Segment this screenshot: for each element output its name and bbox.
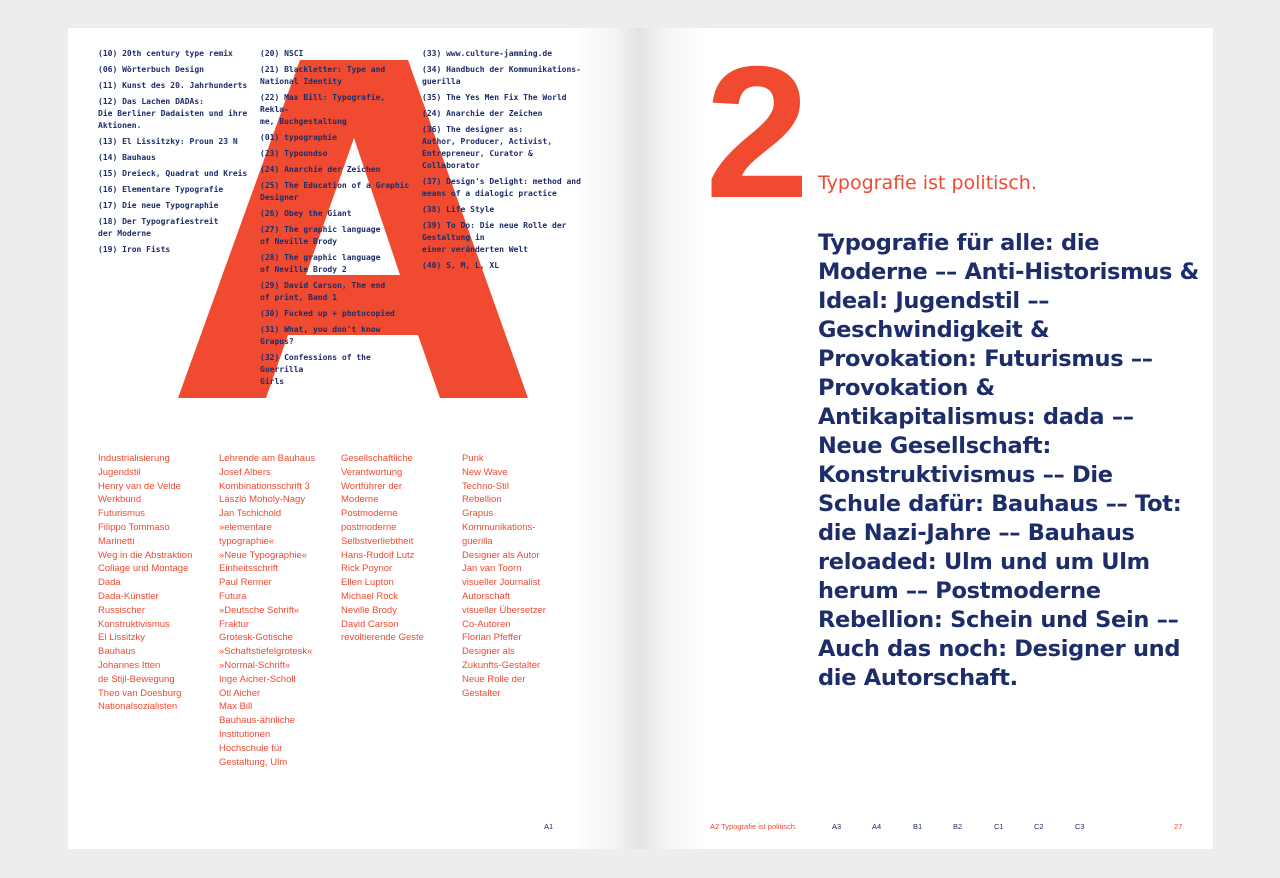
mono-column-2 [260, 48, 415, 392]
topic-item: Jan Tschichold [219, 508, 282, 520]
topic-item: Hans-Rudolf Lutz [341, 549, 415, 561]
topic-item: Punk [462, 453, 484, 464]
topic-item: Lehrende am Bauhaus [219, 453, 316, 464]
topic-item: László Moholy-Nagy [219, 494, 306, 506]
topic-item: Otl Aicher [219, 687, 261, 699]
topic-item: Futurismus [98, 508, 145, 520]
footer-nav-c2[interactable]: C2 [1034, 822, 1044, 831]
footer-nav-a3[interactable]: A3 [832, 822, 842, 831]
topic-item: Wortführer der Moderne [341, 480, 403, 506]
reference-item: (21) Blackletter: Type and National Identity [260, 65, 386, 86]
reference-item: (25) The Education of a Graphic Designer [260, 181, 410, 202]
reference-item: (26) Obey the Giant [260, 209, 352, 218]
chapter-number: 2 [705, 27, 804, 237]
topic-item: Rick Poynor [341, 563, 393, 575]
topic-item: visueller Übersetzer [462, 604, 546, 616]
topic-item: Henry van de Velde [98, 480, 181, 492]
topic-item: Autorschaft [462, 590, 511, 602]
topic-item: Grapus [462, 508, 494, 520]
topic-item: Max Bill [219, 701, 253, 713]
reference-item: (19) Iron Fists [98, 245, 171, 254]
topic-column-1 [98, 452, 216, 714]
reference-item: (27) The graphic language of Neville Brody [260, 225, 381, 246]
reference-item: (23) Typoundso [260, 149, 328, 158]
reference-item: (18) Der Typografiestreit der Moderne [98, 217, 219, 238]
topic-item: Neville Brody [341, 604, 397, 616]
reference-item: (24) Anarchie der Zeichen [422, 109, 543, 118]
topic-item: Russischer Konstruktivismus [98, 604, 170, 630]
mono-column-3 [422, 48, 582, 276]
topic-item: New Wave [462, 466, 508, 478]
topic-item: Industrialisierung [98, 453, 170, 464]
reference-item: (32) Confessions of the Guerrilla Girls [260, 353, 371, 386]
topic-item: Theo van Doesburg [98, 687, 182, 699]
reference-item: (16) Elementare Typografie [98, 185, 224, 194]
reference-item: (39) To Do: Die neue Rolle der Gestaltung in einer veränderten Welt [422, 221, 567, 254]
topic-column-4 [462, 452, 580, 700]
topic-item: Grotesk-Gotische [219, 632, 293, 644]
topic-item: Neue Rolle der Gestalter [462, 673, 526, 699]
reference-item: (01) typographie [260, 133, 338, 142]
topic-item: Fraktur [219, 618, 250, 630]
topic-item: Michael Rock [341, 590, 399, 602]
topic-item: »elementare typographie« [219, 521, 274, 547]
reference-item: (29) David Carson, The end of print, Band 1 [260, 281, 386, 302]
topic-item: postmoderne Selbstverliebtheit [341, 521, 414, 547]
topic-item: Weg in die Abstraktion [98, 549, 193, 561]
topic-item: Werkbund [98, 494, 142, 506]
reference-item: (20) NSCI [260, 49, 304, 58]
reference-item: (24) Anarchie der Zeichen [260, 165, 381, 174]
topic-item: Postmoderne [341, 508, 398, 520]
topic-item: »Normal-Schrift« [219, 659, 291, 671]
reference-item: (13) El Lissitzky: Proun 23 N [98, 137, 238, 146]
reference-item: (35) The Yes Men Fix The World [422, 93, 567, 102]
topic-item: Hochschule für Gestaltung, Ulm [219, 742, 288, 768]
reference-item: (28) The graphic language of Neville Brody 2 [260, 253, 381, 274]
topic-item: »Schaftstiefelgrotesk« [219, 646, 313, 658]
topic-item: Jugendstil [98, 466, 141, 478]
topic-item: Designer als Zukunfts-Gestalter [462, 646, 541, 671]
topic-item: David Carson [341, 618, 399, 630]
footer-nav-c1[interactable]: C1 [994, 822, 1004, 831]
topic-item: Josef Albers [219, 466, 271, 478]
topic-item: Co-Autoren [462, 618, 511, 630]
topic-column-3 [341, 452, 459, 645]
topic-item: Ellen Lupton [341, 577, 394, 589]
topic-item: Kombinationsschrift 3 [219, 480, 310, 492]
topic-item: Filippo Tommaso Marinetti [98, 521, 170, 547]
left-page-number: A1 [544, 822, 554, 831]
reference-item: (14) Bauhaus [98, 153, 156, 162]
topic-item: »Neue Typographie« [219, 549, 308, 561]
footer-nav-c3[interactable]: C3 [1075, 822, 1085, 831]
topic-item: Dada-Künstler [98, 590, 159, 602]
topic-item: Johannes Itten [98, 659, 161, 671]
chapter-subtitle: Typografie ist politisch. [818, 172, 1037, 194]
topic-item: El Lissitzky [98, 632, 145, 644]
footer-nav-b2[interactable]: B2 [953, 822, 963, 831]
topic-item: Inge Aicher-Scholl [219, 673, 296, 685]
reference-item: (12) Das Lachen DADAs: Die Berliner Dadaisten und ihre Aktionen. [98, 97, 248, 130]
topic-item: revoltierende Geste [341, 632, 424, 644]
topic-item: Bauhaus [98, 646, 136, 658]
topic-item: Techno-Stil [462, 480, 509, 492]
topic-item: Dada [98, 577, 121, 589]
reference-item: (33) www.culture-jamming.de [422, 49, 553, 58]
reference-item: (10) 20th century type remix [98, 49, 233, 58]
topic-item: Collage und Montage [98, 563, 189, 575]
topic-item: Rebellion [462, 494, 502, 506]
topic-item: Einheitsschrift [219, 563, 279, 575]
reference-item: (37) Design's Delight: method and means of a dialogic practice [422, 177, 581, 198]
footer-nav-b1[interactable]: B1 [913, 822, 923, 831]
topic-column-2 [219, 452, 337, 769]
topic-item: visueller Journalist [462, 577, 541, 589]
reference-item: (22) Max Bill: Typografie, Rekla- me, Buchgestaltung [260, 93, 386, 126]
reference-item: (06) Wörterbuch Design [98, 65, 204, 74]
topic-item: Jan van Toorn [462, 563, 522, 575]
reference-item: (17) Die neue Typographie [98, 201, 219, 210]
topic-item: Gesellschaftliche Verantwortung [341, 453, 413, 478]
right-page-number: 27 [1174, 822, 1183, 831]
topic-item: »Deutsche Schrift« [219, 604, 300, 616]
topic-item: Futura [219, 590, 247, 602]
topic-item: Nationalsozialisten [98, 701, 178, 713]
reference-item: (40) S, M, L, XL [422, 261, 500, 270]
topic-item: Bauhaus-ähnliche Institutionen [219, 715, 296, 740]
reference-item: (15) Dreieck, Quadrat und Kreis [98, 169, 248, 178]
topic-item: Paul Renner [219, 577, 272, 589]
reference-item: (38) Life Style [422, 205, 495, 214]
topic-item: Designer als Autor [462, 549, 540, 561]
topic-item: de Stijl-Bewegung [98, 673, 175, 685]
topic-item: Florian Pfeffer [462, 632, 522, 644]
footer-nav-a4[interactable]: A4 [872, 822, 882, 831]
reference-item: (31) What, you don't know Grapus? [260, 325, 381, 346]
chapter-body-text: Typografie für alle: die Moderne –– Anti-Historismus & Ideal: Jugendstil –– Geschwindigkeit & Provokation: Futurismus –– Provokation & Antikapitalismus: dada –– Neue Gesellschaft: Konstruktivismus –– Die Schule dafür: Bauhaus –– Tot: die Nazi-Jahre –– Bauhaus reloaded: Ulm und um Ulm herum –– Postmoderne Rebellion: Schein und Sein –– Auch das noch: Designer und die Autorschaft. [818, 230, 1199, 691]
footer-current-section[interactable]: A2 Typografie ist politisch. [710, 822, 797, 831]
mono-column-1 [98, 48, 248, 260]
topic-item: Kommunikations- guerilla [462, 521, 536, 547]
reference-item: (11) Kunst des 20. Jahrhunderts [98, 81, 248, 90]
reference-item: (34) Handbuch der Kommunikations- guerilla [422, 65, 581, 86]
reference-item: (30) Fucked up + photocopied [260, 309, 395, 318]
reference-item: (36) The designer as: Author, Producer, Activist, Entrepreneur, Curator & Collaborator [422, 125, 553, 170]
